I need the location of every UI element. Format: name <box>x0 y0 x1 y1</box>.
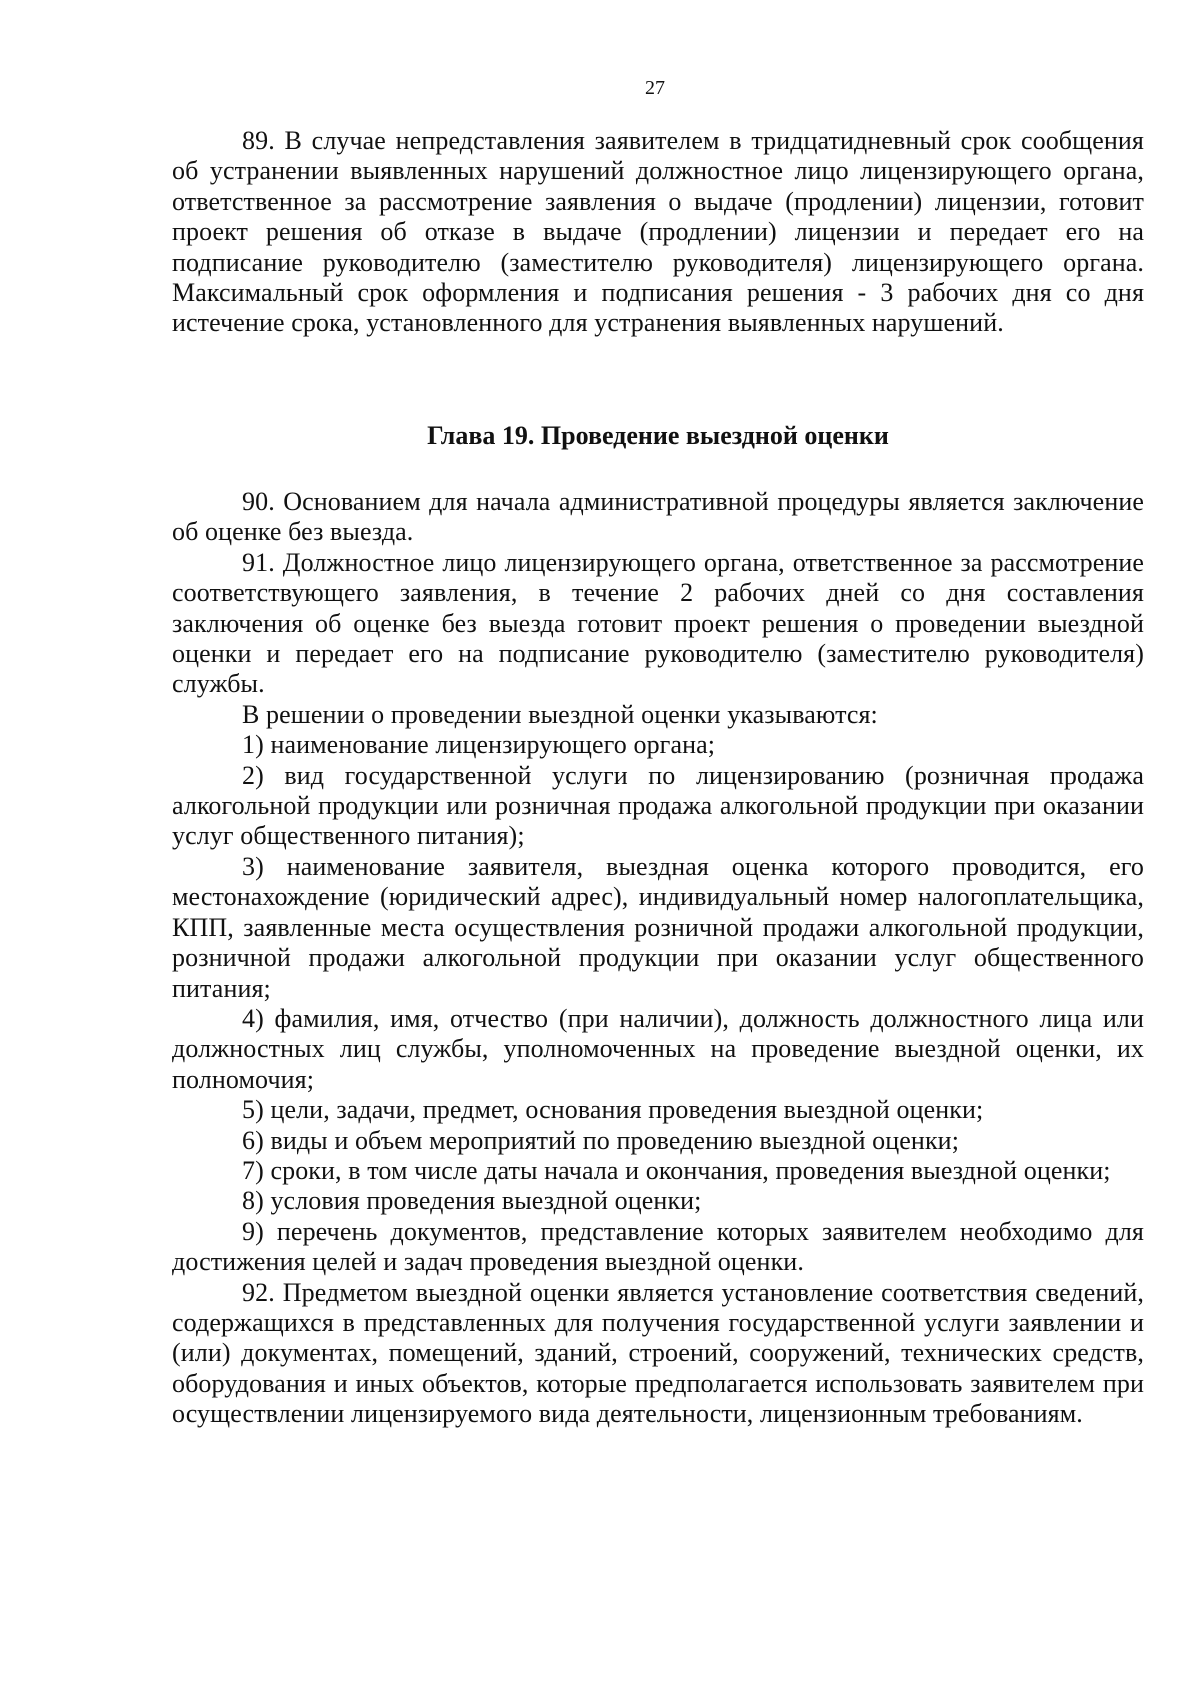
list-item-5: 5) цели, задачи, предмет, основания проведения выездной оценки; <box>242 1095 984 1125</box>
page-number: 27 <box>645 77 665 99</box>
list-item-4: 4) фамилия, имя, отчество (при наличии), должность должностного лица или должностных лиц службы, уполномоченных на проведение выездной оценки, их полномочия; <box>172 1003 1144 1094</box>
list-item-6: 6) виды и объем мероприятий по проведению выездной оценки; <box>242 1125 960 1155</box>
paragraph-list-intro: В решении о проведении выездной оценки указываются: <box>242 699 878 729</box>
list-item-7: 7) сроки, в том числе даты начала и окончания, проведения выездной оценки; <box>242 1155 1111 1185</box>
list-item-2: 2) вид государственной услуги по лицензированию (розничная продажа алкогольной продукции или розничная продажа алкогольной продукции при оказании услуг общественного питания); <box>172 760 1144 851</box>
list-item-3: 3) наименование заявителя, выездная оценка которого проводится, его местонахождение (юридический адрес), индивидуальный номер налогоплательщика, КПП, заявленные места осуществления розничной продажи алкогольной продукции, розничной продажи алкогольной продукции при оказании услуг общественного питания; <box>172 851 1144 1003</box>
section-text-main <box>172 487 1144 1430</box>
list-item-8: 8) условия проведения выездной оценки; <box>242 1186 702 1216</box>
section-text-top <box>172 126 1144 339</box>
list-item-9: 9) перечень документов, представление которых заявителем необходимо для достижения целей и задач проведения выездной оценки. <box>172 1216 1144 1277</box>
paragraph-91: 91. Должностное лицо лицензирующего органа, ответственное за рассмотрение соответствующего заявления, в течение 2 рабочих дней со дня составления заключения об оценке без выезда готовит проект решения о проведении выездной оценки и передает его на подписание руководителю (заместителю руководителя) службы. <box>172 547 1144 699</box>
chapter-heading: Глава 19. Проведение выездной оценки <box>427 421 889 450</box>
paragraph-92: 92. Предметом выездной оценки является установление соответствия сведений, содержащихся в представленных для получения государственной услуги заявлении и (или) документах, помещений, зданий, строений, сооружений, технических средств, оборудования и иных объектов, которые предполагается использовать заявителем при осуществлении лицензируемого вида деятельности, лицензионным требованиям. <box>172 1277 1144 1429</box>
paragraph-89: 89. В случае непредставления заявителем в тридцатидневный срок сообщения об устранении выявленных нарушений должностное лицо лицензирующего органа, ответственное за рассмотрение заявления о выдаче (продлении) лицензии, готовит проект решения об отказе в выдаче (продлении) лицензии и передает его на подписание руководителю (заместителю руководителя) лицензирующего органа. Максимальный срок оформления и подписания решения - 3 рабочих дня со дня истечение срока, установленного для устранения выявленных нарушений. <box>172 126 1144 338</box>
list-item-1: 1) наименование лицензирующего органа; <box>242 730 716 760</box>
paragraph-90: 90. Основанием для начала административной процедуры является заключение об оценке без выезда. <box>172 487 1144 547</box>
